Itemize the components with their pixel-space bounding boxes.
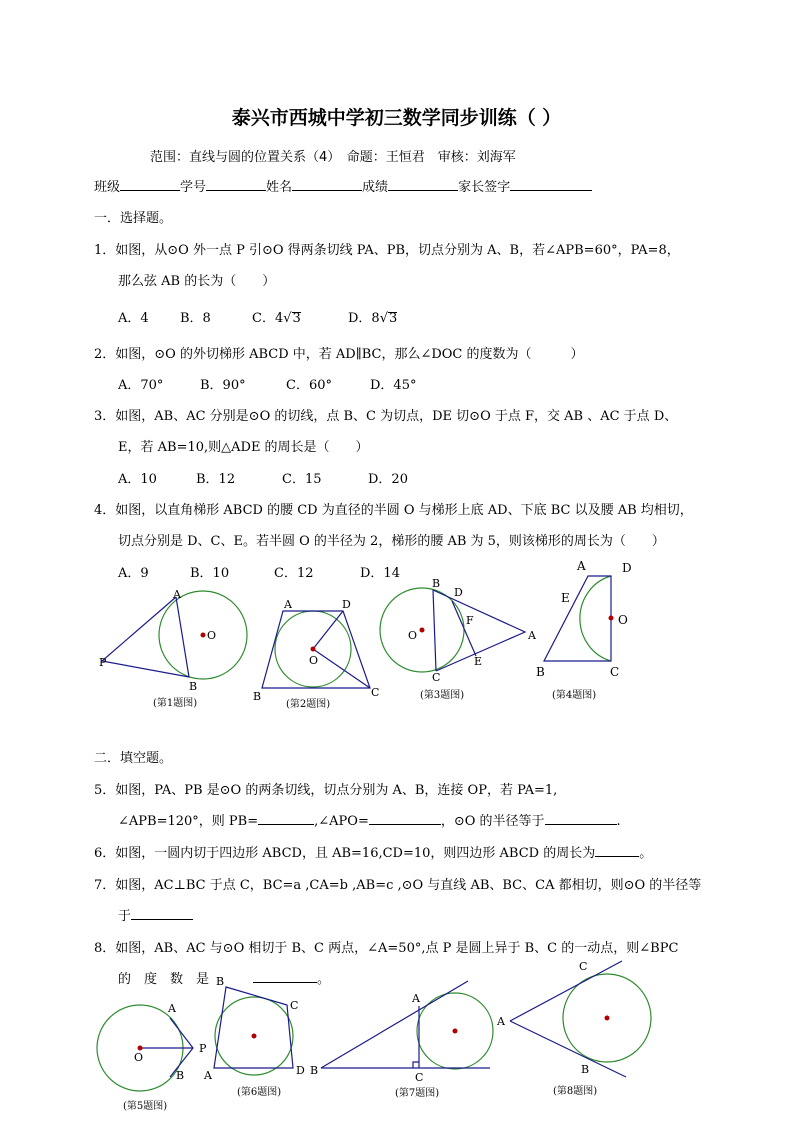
q4-text: 4．如图，以直角梯形 ABCD 的腰 CD 为直径的半圆 O 与梯形上底 AD、下底 BC 以及腰 AB 均相切， <box>94 503 693 518</box>
fig2-label-b: B <box>253 690 262 703</box>
field-parent-sign: 家长签字 <box>458 180 511 195</box>
q2-option-c[interactable]: C．60° <box>286 378 332 393</box>
fig5-caption: (第5题图) <box>123 1101 168 1112</box>
fig2-label-a: A <box>284 598 292 611</box>
q7-text-2: 于 <box>118 905 193 924</box>
fig7-label-c: C <box>415 1071 424 1084</box>
subtitle: 范围：直线与圆的位置关系（4） 命题：王恒君 审核：刘海军 <box>150 150 516 165</box>
fig3-label-d: D <box>454 586 463 599</box>
fig2-caption: (第2题图) <box>286 699 331 710</box>
q2-text: 2．如图，⊙O 的外切梯形 ABCD 中，若 AD∥BC，那么∠DOC 的度数为（ ） <box>94 347 584 362</box>
fig3-label-e: E <box>474 655 483 668</box>
fig1-caption: (第1题图) <box>153 698 198 709</box>
field-id: 学号 <box>180 180 207 195</box>
fig8-label-b: B <box>581 1063 590 1076</box>
fig2-label-o: O <box>309 654 319 667</box>
field-score: 成绩 <box>362 180 389 195</box>
fig8-center-dot <box>605 1016 610 1021</box>
fig5-label-a: A <box>168 1002 176 1015</box>
fig8-label-c: C <box>579 960 588 973</box>
fig6-center-dot <box>252 1034 257 1039</box>
section2-heading: 二．填空题。 <box>94 751 173 766</box>
fig7-label-b: B <box>310 1064 319 1077</box>
fig1-label-a: A <box>173 588 181 601</box>
q3-option-b[interactable]: B．12 <box>196 472 236 487</box>
fig6-label-d: D <box>296 1064 305 1077</box>
fig7-label-a: A <box>412 992 420 1005</box>
fig6-caption: (第6题图) <box>237 1087 282 1098</box>
fig8-caption: (第8题图) <box>553 1086 598 1097</box>
q3-option-a[interactable]: A．10 <box>118 472 157 487</box>
q1-option-d[interactable]: D．8√3 <box>348 311 398 326</box>
fig4-label-e: E <box>561 591 570 605</box>
fig7-caption: (第7题图) <box>395 1088 440 1099</box>
q2-option-d[interactable]: D．45° <box>370 378 417 393</box>
q1-option-b[interactable]: B．8 <box>180 311 211 326</box>
fig6-label-c: C <box>290 999 299 1012</box>
fig4-label-a: A <box>577 559 586 573</box>
q3-text-2: E，若 AB=10,则△ADE 的周长是（ ） <box>118 440 369 455</box>
fig4-label-o: O <box>618 613 628 627</box>
fig4-caption: (第4题图) <box>552 690 597 701</box>
q1-text-2: 那么弦 AB 的长为（ ） <box>118 274 276 289</box>
fig7-right-angle <box>413 1062 419 1068</box>
fig8-label-a: A <box>497 1015 505 1028</box>
field-class: 班级 <box>94 180 121 195</box>
q4-text-2: 切点分别是 D、C、E。若半圆 O 的半径为 2，梯形的腰 AB 为 5，则该梯形的周长为（ ） <box>118 534 665 549</box>
q1-text: 1．如图，从⊙O 外一点 P 引⊙O 得两条切线 PA、PB，切点分别为 A、B，若∠APB=60°，PA=8， <box>94 243 680 258</box>
fig6-label-b: B <box>216 975 225 988</box>
q4-option-d[interactable]: D．14 <box>360 566 400 581</box>
q4-option-a[interactable]: A．9 <box>118 566 149 581</box>
q2-option-b[interactable]: B．90° <box>200 378 246 393</box>
fig5-label-p: P <box>199 1042 207 1055</box>
q1-option-c[interactable]: C．4√3 <box>252 311 301 326</box>
fig1-label-b: B <box>189 680 198 693</box>
fig3-caption: (第3题图) <box>420 690 465 701</box>
q6-text: 6．如图，一圆内切于四边形 ABCD，且 AB=16,CD=10，则四边形 ABCD 的周长为 。 <box>94 842 652 861</box>
fig8-tangent-lower <box>510 1021 626 1077</box>
fig3-label-b: B <box>432 577 441 590</box>
fig8-tangent-upper <box>510 961 622 1021</box>
fig3-label-a: A <box>528 629 536 642</box>
field-name: 姓名 <box>266 180 293 195</box>
fig5-center-dot <box>138 1046 143 1051</box>
q4-option-c[interactable]: C．12 <box>274 566 314 581</box>
fig1-label-p: P <box>99 656 107 669</box>
fig7-center-dot <box>453 1029 458 1034</box>
fig6-label-a: A <box>204 1069 212 1082</box>
fig6-quadrilateral <box>214 987 293 1068</box>
q3-text: 3．如图，AB、AC 分别是⊙O 的切线，点 B、C 为切点，DE 切⊙O 于点 F，交 AB 、AC 于点 D、 <box>94 409 678 424</box>
q5-text-2: ∠APB=120°，则 PB= ,∠APO= ，⊙O 的半径等于 . <box>118 810 621 829</box>
q1-option-a[interactable]: A．4 <box>118 311 149 326</box>
fig4-label-c: C <box>610 665 620 679</box>
q3-option-c[interactable]: C．15 <box>282 472 322 487</box>
fig3-label-f: F <box>466 614 474 627</box>
q7-text: 7．如图，AC⊥BC 于点 C，BC=a ,CA=b ,AB=c ,⊙O 与直线 AB、BC、CA 都相切，则⊙O 的半径等 <box>94 878 702 893</box>
q3-option-d[interactable]: D．20 <box>368 472 408 487</box>
q5-text: 5．如图，PA、PB 是⊙O 的两条切线，切点分别为 A、B，连接 OP，若 PA=1, <box>94 783 558 798</box>
fig3-label-o: O <box>408 629 418 642</box>
fig3-label-c: C <box>432 671 441 684</box>
section1-heading: 一．选择题。 <box>94 211 173 226</box>
fig1-label-o: O <box>207 629 217 642</box>
fig4-label-b: B <box>536 665 545 679</box>
fig2-label-d: D <box>342 598 351 611</box>
fig7-line-ab <box>321 981 468 1068</box>
fig4-label-d: D <box>622 561 632 575</box>
q8-text: 8．如图，AB、AC 与⊙O 相切于 B、C 两点，∠A=50°,点 P 是圆上异于 B、C 的一动点，则∠BPC <box>94 941 679 956</box>
fig5-label-b: B <box>176 1069 185 1082</box>
fig2-label-c: C <box>371 686 380 699</box>
q2-option-a[interactable]: A．70° <box>118 378 164 393</box>
q4-option-b[interactable]: B．10 <box>190 566 230 581</box>
fig5-label-o: O <box>134 1051 144 1064</box>
q8-text-2: 的 度 数 是 。 <box>118 968 330 987</box>
page-title: 泰兴市西城中学初三数学同步训练（ ） <box>231 107 562 129</box>
